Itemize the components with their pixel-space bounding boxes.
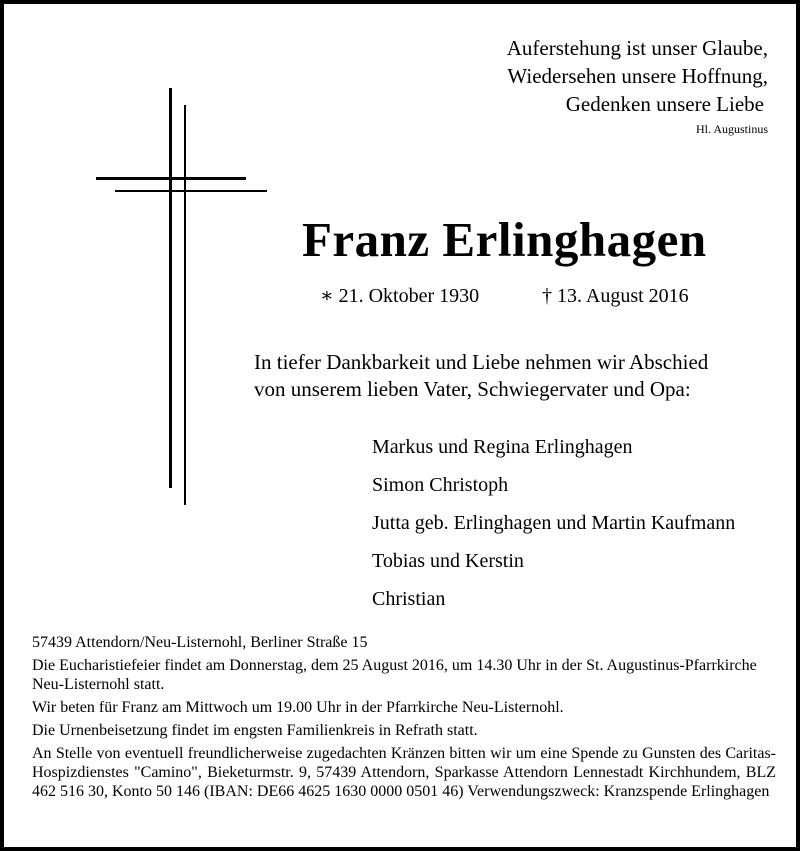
cross-vertical-shadow-beam (184, 105, 186, 505)
mass-notice: Die Eucharistiefeier findet am Donnerstag, dem 25 August 2016, um 14.30 Uhr in der St. Augustinus-Pfarrkirche Neu-Listernohl statt. (32, 657, 757, 693)
burial-notice: Die Urnenbeisetzung findet im engsten Familienkreis in Refrath statt. (32, 722, 478, 739)
cross-vertical-beam (169, 88, 172, 488)
farewell-line: In tiefer Dankbarkeit und Liebe nehmen wir Abschied (254, 350, 709, 374)
donation-notice: An Stelle von eventuell freundlicherweise zugedachten Kränzen bitten wir um eine Spende zu Gunsten des Caritas-Hospizdienstes "Camino", Bieketurmstr. 9, 57439 Attendorn, Sparkasse Attendorn Lennestadt Kirchhundem, BLZ 462 516 30, Konto 50 146 (IBAN: DE66 4625 1630 0000 0501 46) Verwendungszweck: Kranzspende Erlinghagen (32, 745, 776, 800)
deceased-name: Franz Erlinghagen (302, 212, 707, 267)
mourner-entry: Tobias und Kerstin (372, 550, 524, 572)
motto-quote (507, 34, 768, 118)
mourner-entry: Christian (372, 588, 446, 610)
mourner-entry: Simon Christoph (372, 474, 509, 496)
motto-line: Auferstehung ist unser Glaube, (506, 36, 768, 60)
farewell-line: von unserem lieben Vater, Schwiegervater und Opa: (254, 377, 691, 401)
farewell-text (254, 349, 708, 403)
mourners-list (372, 435, 735, 625)
birth-date: ∗ 21. Oktober 1930 (320, 285, 480, 307)
cross-horizontal-shadow-beam (115, 190, 267, 192)
address-notice: 57439 Attendorn/Neu-Listernohl, Berliner Straße 15 (32, 634, 368, 651)
motto-attribution: Hl. Augustinus (695, 122, 768, 136)
mourner-entry: Jutta geb. Erlinghagen und Martin Kaufmann (372, 512, 736, 534)
death-date: † 13. August 2016 (542, 285, 689, 307)
funeral-notices (32, 633, 776, 805)
motto-line: Gedenken unsere Liebe (565, 92, 764, 116)
mourner-entry: Markus und Regina Erlinghagen (372, 436, 633, 458)
motto-line: Wiedersehen unsere Hoffnung, (507, 64, 768, 88)
cross-horizontal-beam (96, 177, 246, 180)
prayer-notice: Wir beten für Franz am Mittwoch um 19.00 Uhr in der Pfarrkirche Neu-Listernohl. (32, 699, 564, 716)
